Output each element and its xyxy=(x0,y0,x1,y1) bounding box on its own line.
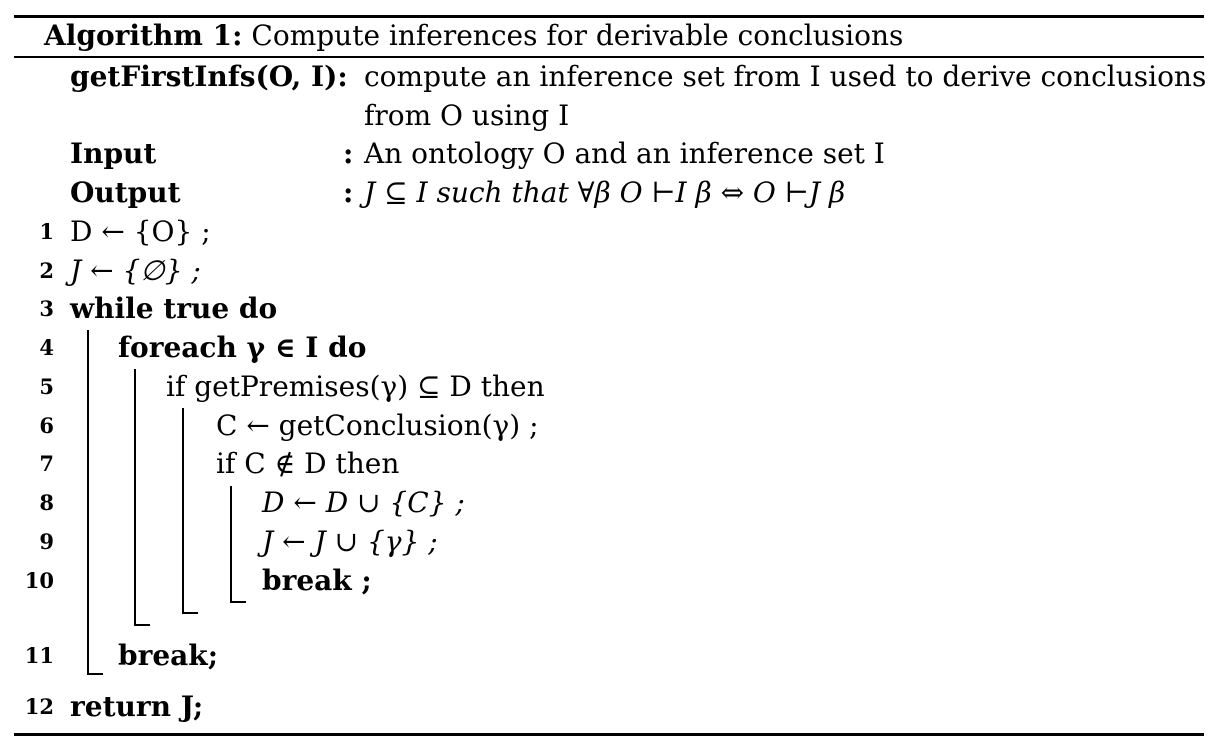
code-line: J ← {∅} ; xyxy=(70,254,201,287)
line-number: 4 xyxy=(39,335,54,360)
line-number: 12 xyxy=(24,694,54,719)
while-block-end xyxy=(87,673,103,675)
bottom-rule xyxy=(14,733,1204,736)
code-line: return J; xyxy=(70,690,204,723)
code-line: D ← {O} ; xyxy=(70,215,211,248)
algorithm-label: Algorithm 1: xyxy=(44,19,243,52)
foreach-block-bar xyxy=(134,369,136,626)
line-number: 1 xyxy=(39,219,54,244)
algorithm-caption: Compute inferences for derivable conclusions xyxy=(251,19,904,52)
input-text: An ontology O and an inference set I xyxy=(364,137,885,170)
if-block-bar xyxy=(182,408,184,614)
if-block-end xyxy=(182,612,198,614)
output-sep: : xyxy=(343,176,354,209)
line-number: 8 xyxy=(39,490,54,515)
line-number: 7 xyxy=(39,451,54,476)
line-number: 11 xyxy=(24,643,54,668)
inner-if-block-bar xyxy=(230,486,232,603)
line-number: 6 xyxy=(39,413,54,438)
output-text: J ⊆ I such that ∀β O ⊢I β ⇔ O ⊢J β xyxy=(364,176,846,209)
foreach-block-end xyxy=(134,624,150,626)
code-line: while true do xyxy=(70,292,278,325)
line-number: 10 xyxy=(24,568,54,593)
code-line: foreach γ ∈ I do xyxy=(118,331,367,364)
code-line: C ← getConclusion(γ) ; xyxy=(216,409,539,442)
function-desc-1: compute an inference set from I used to derive conclusions xyxy=(364,60,1207,93)
line-number: 2 xyxy=(39,258,54,283)
code-line: if C ∉ D then xyxy=(216,447,400,480)
code-line: D ← D ∪ {C} ; xyxy=(262,486,465,519)
code-line: break; xyxy=(118,639,219,672)
line-number: 9 xyxy=(39,529,54,554)
code-line: if getPremises(γ) ⊆ D then xyxy=(166,370,545,403)
function-name: getFirstInfs(O, I): xyxy=(70,60,348,93)
algorithm-title xyxy=(44,17,903,55)
input-sep: : xyxy=(343,137,354,170)
input-label: Input xyxy=(70,137,157,170)
inner-if-block-end xyxy=(230,601,246,603)
code-line: break ; xyxy=(262,564,372,597)
function-desc-2: from O using I xyxy=(364,99,570,132)
output-label: Output xyxy=(70,176,181,209)
code-line: J ← J ∪ {γ} ; xyxy=(262,525,438,558)
line-number: 5 xyxy=(39,374,54,399)
line-number: 3 xyxy=(39,296,54,321)
while-block-bar xyxy=(87,330,89,675)
